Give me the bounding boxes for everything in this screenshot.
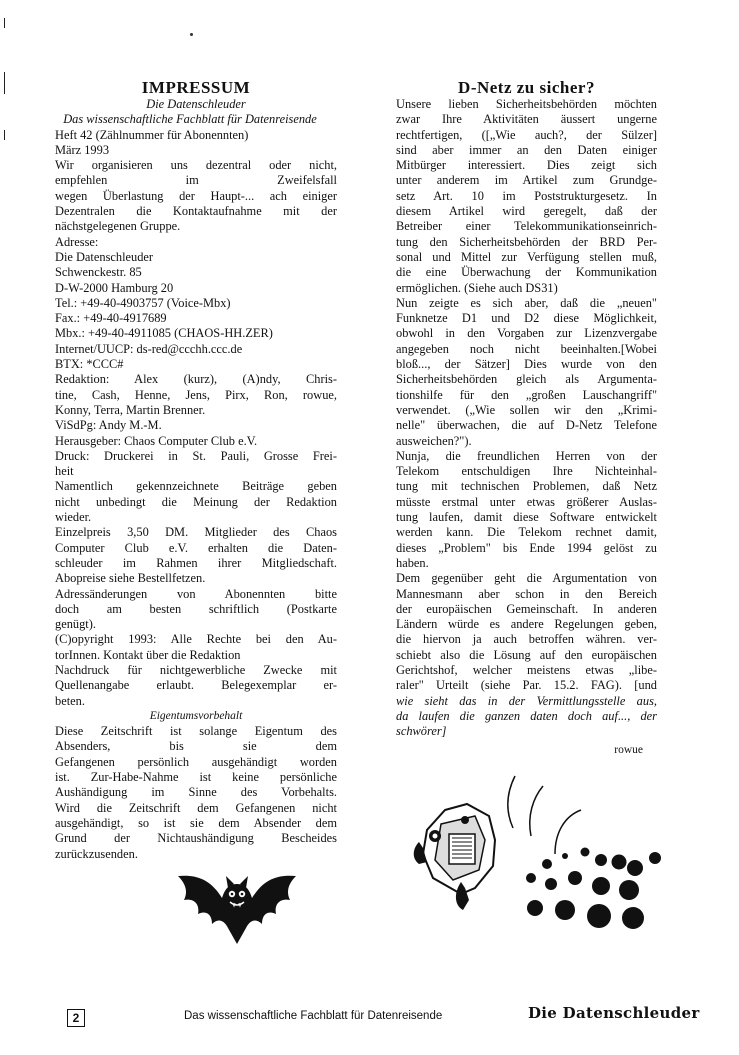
text-line: Namentlich gekennzeichnete Beiträge geben xyxy=(55,479,337,494)
text-line: Druck: Druckerei in St. Pauli, Grosse Frei- xyxy=(55,448,337,463)
text-line: tung laufen, damit diese Software entwickelt xyxy=(396,510,657,525)
article-title: D-Netz zu sicher? xyxy=(458,78,595,97)
text-line: unter anderem im Artikel zum Grundge- xyxy=(396,173,657,188)
text-line: obwohl in den Vorgaben zur Lizenzvergabe xyxy=(396,326,657,341)
text-line: wie sieht das in der Vermittlungsstelle aus, xyxy=(396,693,657,708)
text-line: diesem Artikel wird geregelt, daß der xyxy=(396,204,657,219)
text-line: Wir organisieren uns dezentral oder nicht, xyxy=(55,158,337,173)
text-line: Mitbürger interessiert. Dies zeigt sich xyxy=(396,158,657,173)
text-line: D-W-2000 Hamburg 20 xyxy=(55,280,174,295)
eigentum-body xyxy=(55,724,337,862)
text-line: der europäischen Gemeinschaft. In anderen xyxy=(396,601,657,616)
text-line: tung mit technischen Problemen, daß Netz xyxy=(396,479,657,494)
text-line: Abopreise siehe Bestellfetzen. xyxy=(55,571,206,586)
text-line: doch am besten schriftlich (Postkarte xyxy=(55,601,337,616)
text-line: ViSdPg: Andy M.-M. xyxy=(55,418,162,433)
text-line: Dem gegenüber geht die Argumentation von xyxy=(396,571,657,586)
text-line: bloß..., der Sätzer] Dies wurde von den xyxy=(396,357,657,372)
text-line: Adressänderungen von Abonennten bitte xyxy=(55,586,337,601)
text-line: raler" Urteilt (siehe Par. 15.2. FAG). [und xyxy=(396,678,657,693)
text-line: müsste erstmal unter etwas größerer Auslas- xyxy=(396,494,657,509)
text-line: die hiervon ja auch betroffen währen. ver- xyxy=(396,632,657,647)
text-line: zurückzusenden. xyxy=(55,846,138,861)
text-line: nelle" überwachen, die auf D-Netz Telefone xyxy=(396,418,657,433)
text-line: Unsere lieben Sicherheitsbehörden möchten xyxy=(396,97,657,111)
text-line: heit xyxy=(55,464,74,479)
text-line: Einzelpreis 3,50 DM. Mitglieder des Chaos xyxy=(55,525,337,540)
impressum-subtitle: Die Datenschleuder xyxy=(146,97,246,111)
text-line: nicht unbedingt die Meinung der Redaktion xyxy=(55,494,337,509)
text-line: angegeben noch nicht beeinhalten.[Wobei xyxy=(396,341,657,356)
bat-illustration xyxy=(172,862,302,948)
text-line: Aushändigung im Sinne des Vorbehalts. xyxy=(55,785,337,800)
text-line: Gerichtshof, welcher meistens etwas „libe- xyxy=(396,662,657,677)
text-line: Wird die Zeitschrift dem Gefangenen nicht xyxy=(55,800,337,815)
impressum-tagline: Das wissenschaftliche Fachblatt für Datenreisende xyxy=(63,112,317,127)
text-line: Funknetze D1 und D2 diese Möglichkeit, xyxy=(396,311,657,326)
text-line: rechtfertigen, ([„Wie auch?, der Sülzer] xyxy=(396,127,657,142)
text-line: schleuder im Rahmen ihrer Mitgliedschaft. xyxy=(55,555,337,570)
text-line: wieder. xyxy=(55,510,92,525)
text-line: ausweichen?"). xyxy=(396,433,472,448)
text-line: Mannesmann aber schon in den Bereich xyxy=(396,586,657,601)
text-line: genügt). xyxy=(55,617,96,632)
text-line: ist. Zur-Habe-Nahme ist keine persönliche xyxy=(55,770,337,785)
text-line: schwörer] xyxy=(396,724,447,739)
text-line: Nunja, die freundlichen Herren von der xyxy=(396,448,657,463)
text-line: empfehlen im Zweifelsfall xyxy=(55,173,337,188)
text-line: Nachdruck für nichtgewerbliche Zwecke mit xyxy=(55,662,337,677)
text-line: Gefangenen persönlich ausgehändigt worden xyxy=(55,754,337,769)
text-line: beten. xyxy=(55,693,85,708)
text-line: Internet/UUCP: ds-red@ccchh.ccc.de xyxy=(55,341,243,356)
text-line: haben. xyxy=(396,555,429,570)
margin-mark xyxy=(4,72,5,94)
speck xyxy=(190,33,193,36)
text-line: tionshilfe für den „großen Lauschangriff" xyxy=(396,387,657,402)
article-body xyxy=(396,97,657,739)
text-line: zwar Ihre Aktivitäten äussert ungerne xyxy=(396,112,657,127)
text-line: (C)opyright 1993: Alle Rechte bei den Au- xyxy=(55,632,337,647)
text-line: Diese Zeitschrift ist solange Eigentum des xyxy=(55,724,337,739)
text-line: Herausgeber: Chaos Computer Club e.V. xyxy=(55,433,258,448)
text-line: sonal und Mittel zur Verfügung stellen muß, xyxy=(396,249,657,264)
text-line: verwendet. („Wie sollen wir den „Krimi- xyxy=(396,402,657,417)
text-line: ausgehändigt, so ist sie dem Absender dem xyxy=(55,815,337,830)
text-line: Mbx.: +49-40-4911085 (CHAOS-HH.ZER) xyxy=(55,326,273,341)
text-line: Adresse: xyxy=(55,234,99,249)
text-line: nächstgelegenen Gruppe. xyxy=(55,219,181,234)
text-line: Ländern würde es andere Regelungen geben, xyxy=(396,617,657,632)
text-line: da laufen die ganzen daten doch auf..., der xyxy=(396,708,657,723)
text-line: Dezentralen die Kontaktaufnahme mit der xyxy=(55,204,337,219)
text-line: Quellenangabe erlaubt. Belegexemplar er- xyxy=(55,678,337,693)
text-line: tine, Cash, Henne, Jens, Pirx, Ron, rowue, xyxy=(55,387,337,402)
text-line: die eine Überwachung der Kommunikation xyxy=(396,265,657,280)
text-line: tung den Sicherheitsbehörden der BRD Per- xyxy=(396,234,657,249)
impressum-column xyxy=(55,78,337,862)
text-line: März 1993 xyxy=(55,142,110,157)
text-line: Grund der Nichtaushändigung Bescheides xyxy=(55,831,337,846)
margin-mark xyxy=(4,130,5,140)
text-line: Computer Club e.V. erhalten die Daten- xyxy=(55,540,337,555)
text-line: Die Datenschleuder xyxy=(55,249,154,264)
text-line: Konny, Terra, Martin Brenner. xyxy=(55,402,206,417)
text-line: Redaktion: Alex (kurz), (A)ndy, Chris- xyxy=(55,372,337,387)
text-line: Schwenckestr. 85 xyxy=(55,265,142,280)
text-line: Sicherheitsbehörden gleich als Argumenta- xyxy=(396,372,657,387)
eigentum-title: Eigentumsvorbehalt xyxy=(149,709,243,722)
text-line: ermöglichen. (Siehe auch DS31) xyxy=(396,280,558,295)
publication-logo: Die Datenschleuder xyxy=(528,1004,700,1022)
text-line: werden kann. Die Telekom rechnet damit, xyxy=(396,525,657,540)
text-line: Fax.: +49-40-4917689 xyxy=(55,311,167,326)
text-line: Betreiber einer Telekommunikationseinrich- xyxy=(396,219,657,234)
article-column xyxy=(396,78,657,770)
telephone-illustration xyxy=(405,770,665,940)
page-number: 2 xyxy=(67,1009,85,1027)
impressum-title: IMPRESSUM xyxy=(141,78,251,97)
text-line: torInnen. Kontakt über die Redaktion xyxy=(55,647,241,662)
text-line: Nun zeigte es sich aber, daß die „neuen" xyxy=(396,295,657,310)
text-line: dieses „Problem" bis Ende 1994 gelöst zu xyxy=(396,540,657,555)
impressum-body xyxy=(55,128,337,709)
text-line: Absenders, bis sie dem xyxy=(55,739,337,754)
text-line: BTX: *CCC# xyxy=(55,357,124,372)
text-line: sind aber immer an den Daten einiger xyxy=(396,142,657,157)
text-line: Heft 42 (Zählnummer für Abonennten) xyxy=(55,127,249,142)
text-line: setz Art. 10 im Poststrukturgesetz. In xyxy=(396,188,657,203)
text-line: Tel.: +49-40-4903757 (Voice-Mbx) xyxy=(55,295,231,310)
text-line: wegen Überlastung der Haupt-... ach einiger xyxy=(55,188,337,203)
text-line: schiebt also die Lösung auf den europäischen xyxy=(396,647,657,662)
margin-mark xyxy=(4,18,5,28)
footer-tagline: Das wissenschaftliche Fachblatt für Datenreisende xyxy=(184,1010,443,1022)
text-line: Telekom entschuldigen Ihre Nichteinhal- xyxy=(396,464,657,479)
author-signature: rowue xyxy=(614,744,643,757)
